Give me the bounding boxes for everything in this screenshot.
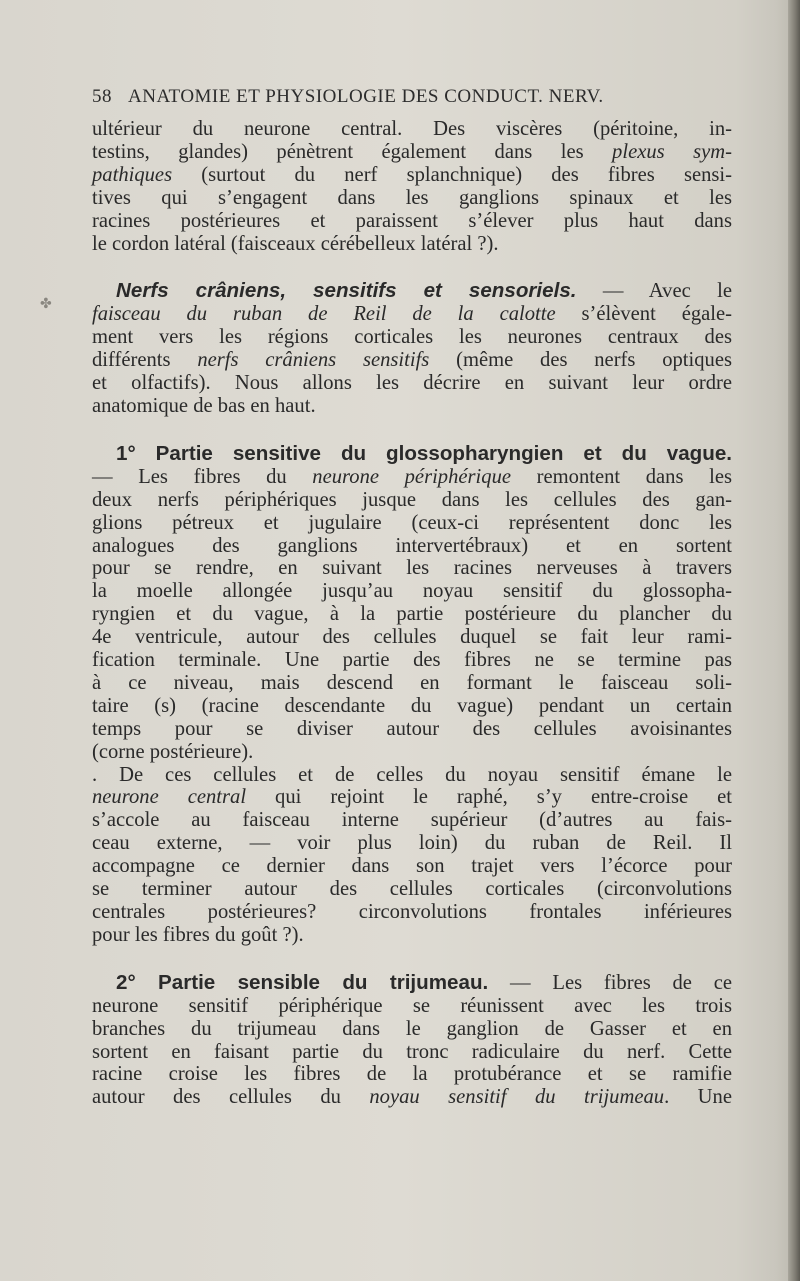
italic-term: faisceau du ruban de Reil de la calotte: [92, 303, 556, 326]
body-text: [92, 118, 732, 1109]
text-line: pour les fibres du goût ?).: [92, 923, 304, 946]
section-heading: Nerfs crâniens, sensitifs et sensoriels.: [116, 279, 577, 303]
section-heading: 2° Partie sensible du trijumeau.: [116, 970, 489, 994]
text-line: temps pour se diviser autour des cellules avoisinantes: [92, 717, 732, 740]
section-heading: 1° Partie sensitive du glossopharyngien et du vague.: [116, 441, 732, 465]
text-line: (corne postérieure).: [92, 740, 254, 763]
text-line: — Les fibres du neurone périphérique remontent dans les: [92, 465, 732, 488]
text-line: tives qui s’engagent dans les ganglions spinaux et les: [92, 186, 732, 209]
text-line: ceau externe, — voir plus loin) du ruban de Reil. Il: [92, 832, 732, 855]
text-line: sortent en faisant partie du tronc radiculaire du nerf. Cette: [92, 1040, 732, 1063]
paragraph-3: [92, 443, 732, 764]
text-line: 2° Partie sensible du trijumeau. — Les fibres de ce: [116, 970, 732, 994]
paragraph-1: [92, 118, 732, 255]
text-line: faisceau du ruban de Reil de la calotte s’élèvent égale-: [92, 303, 732, 326]
text-line: se terminer autour des cellules corticales (circonvolutions: [92, 878, 732, 901]
text-line: racines postérieures et paraissent s’élever plus haut dans: [92, 209, 732, 232]
text-line: taire (s) (racine descendante du vague) pendant un certain: [92, 694, 732, 717]
page-edge-shadow: [788, 0, 800, 1281]
text-line: centrales postérieures? circonvolutions frontales inférieures: [92, 901, 732, 923]
page-number: 58: [92, 86, 112, 107]
text-line: le cordon latéral (faisceaux cérébelleux latéral ?).: [92, 232, 499, 255]
italic-term: pathiques: [92, 163, 173, 186]
italic-term: noyau sensitif du trijumeau: [369, 1086, 665, 1109]
text-line: autour des cellules du noyau sensitif du trijumeau. Une: [92, 1086, 732, 1109]
text-line: ryngien et du vague, à la partie postérieure du plancher du: [92, 603, 732, 626]
running-header: [92, 86, 742, 108]
text-line: neurone sensitif périphérique se réunissent avec les trois: [92, 994, 732, 1017]
text-line: ment vers les régions corticales les neurones centraux des: [92, 326, 732, 349]
text-line: anatomique de bas en haut.: [92, 394, 316, 417]
text-line: et olfactifs). Nous allons les décrire en suivant leur ordre: [92, 372, 732, 395]
text-line: glions pétreux et jugulaire (ceux-ci représentent donc les: [92, 511, 732, 534]
text-line: pathiques (surtout du nerf splanchnique) des fibres sensi-: [92, 163, 732, 186]
margin-mark: ✤: [40, 297, 52, 312]
text-line: s’accole au faisceau interne supérieur (d’autres au fais-: [92, 809, 732, 832]
paragraph-4: [92, 764, 732, 947]
text-line: pour se rendre, en suivant les racines nerveuses à travers: [92, 557, 732, 580]
paragraph-5: [92, 972, 732, 1109]
running-title: ANATOMIE ET PHYSIOLOGIE DES CONDUCT. NERV.: [128, 86, 604, 107]
italic-term: neurone central: [92, 786, 247, 809]
text-line: branches du trijumeau dans le ganglion de Gasser et en: [92, 1017, 732, 1040]
italic-term: neurone périphérique: [312, 465, 512, 488]
text-line: neurone central qui rejoint le raphé, s’y entre-croise et: [92, 786, 732, 809]
text-line: analogues des ganglions intervertébraux) et en sortent: [92, 534, 732, 557]
text-line: racine croise les fibres de la protubérance et se ramifie: [92, 1063, 732, 1086]
text-line: Nerfs crâniens, sensitifs et sensoriels. — Avec le: [116, 279, 733, 303]
text-line: accompagne ce dernier dans son trajet vers l’écorce pour: [92, 855, 732, 878]
text-line: différents nerfs crâniens sensitifs (même des nerfs optiques: [92, 349, 732, 372]
text-line: 4e ventricule, autour des cellules duquel se fait leur rami-: [92, 626, 732, 649]
italic-term: nerfs crâniens sensitifs: [197, 349, 430, 372]
text-line: fication terminale. Une partie des fibres ne se termine pas: [92, 649, 732, 672]
text-line: deux nerfs périphériques jusque dans les cellules des gan-: [92, 488, 732, 511]
text-line: la moelle allongée jusqu’au noyau sensitif du glossopha-: [92, 580, 732, 603]
italic-term: plexus sym-: [612, 140, 732, 163]
paragraph-2: [92, 280, 732, 417]
text-line: ultérieur du neurone central. Des viscères (péritoine, in-: [92, 118, 732, 140]
text-line: . De ces cellules et de celles du noyau sensitif émane le: [92, 763, 732, 786]
text-line: testins, glandes) pénètrent également dans les plexus sym-: [92, 140, 732, 163]
text-line: à ce niveau, mais descend en formant le faisceau soli-: [92, 671, 732, 694]
